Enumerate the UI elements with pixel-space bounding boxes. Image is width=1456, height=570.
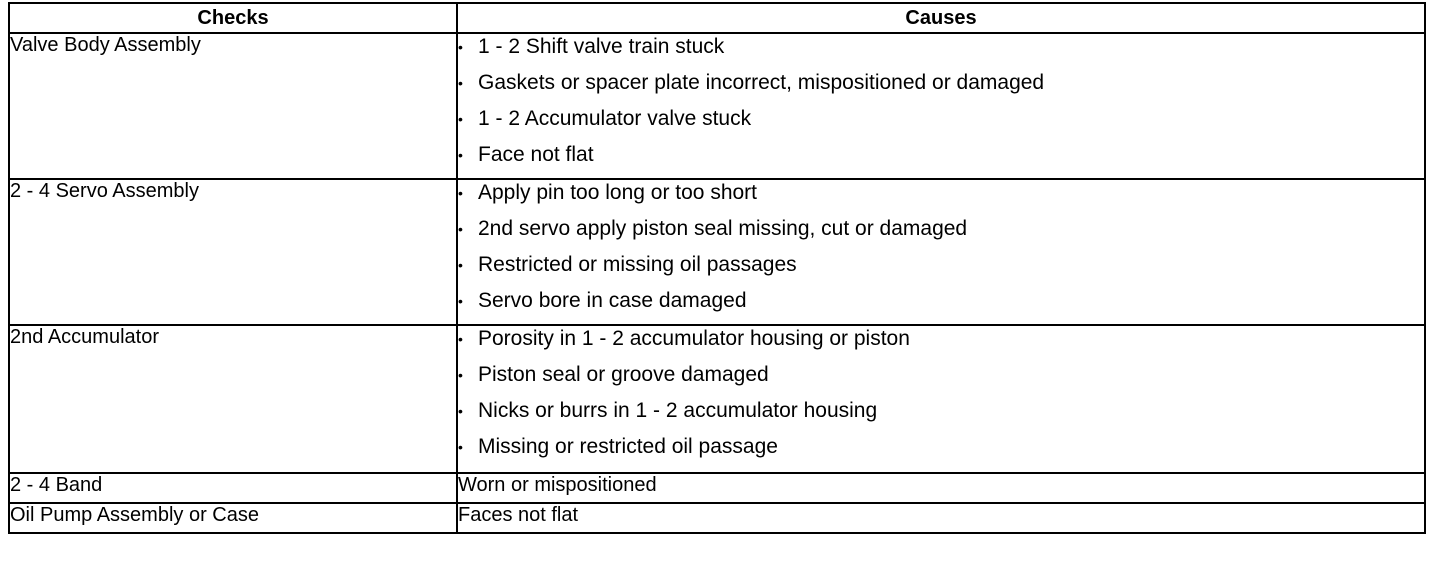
bullet-icon: •	[458, 147, 463, 163]
causes-list	[458, 34, 1424, 178]
causes-cell	[457, 33, 1425, 179]
causes-cell	[457, 325, 1425, 473]
bullet-icon: •	[458, 75, 463, 91]
bullet-icon: •	[458, 367, 463, 383]
bullet-icon: •	[458, 293, 463, 309]
cause-item	[458, 398, 1424, 434]
cause-text: 2nd servo apply piston seal missing, cut or damaged	[478, 217, 968, 240]
causes-list	[458, 180, 1424, 324]
bullet-icon: •	[458, 111, 463, 127]
cause-item	[458, 106, 1424, 142]
check-cell: 2 - 4 Servo Assembly	[9, 179, 457, 325]
check-cell: 2 - 4 Band	[9, 473, 457, 503]
cause-text: Piston seal or groove damaged	[478, 363, 769, 386]
cause-item	[458, 288, 1424, 324]
checks-column-header: Checks	[9, 3, 457, 33]
table-row	[9, 179, 1425, 325]
check-cell: Oil Pump Assembly or Case	[9, 503, 457, 533]
cause-cell: Faces not flat	[457, 503, 1425, 533]
cause-text: Porosity in 1 - 2 accumulator housing or piston	[478, 327, 910, 350]
cause-text: Restricted or missing oil passages	[478, 253, 797, 276]
cause-text: Nicks or burrs in 1 - 2 accumulator housing	[478, 399, 878, 422]
bullet-icon: •	[458, 39, 463, 55]
cause-item	[458, 326, 1424, 362]
cause-item	[458, 180, 1424, 216]
cause-item	[458, 70, 1424, 106]
table-row	[9, 473, 1425, 503]
cause-item	[458, 216, 1424, 252]
cause-item	[458, 434, 1424, 470]
cause-item	[458, 34, 1424, 70]
cause-text: Servo bore in case damaged	[478, 289, 747, 312]
check-cell: 2nd Accumulator	[9, 325, 457, 473]
cause-cell: Worn or mispositioned	[457, 473, 1425, 503]
bullet-icon: •	[458, 331, 463, 347]
bullet-icon: •	[458, 221, 463, 237]
causes-list	[458, 326, 1424, 470]
table-row	[9, 33, 1425, 179]
table-row	[9, 503, 1425, 533]
cause-item	[458, 362, 1424, 398]
bullet-icon: •	[458, 257, 463, 273]
table-header-row	[9, 3, 1425, 33]
bullet-icon: •	[458, 185, 463, 201]
bullet-icon: •	[458, 439, 463, 455]
cause-text: Face not flat	[478, 143, 594, 166]
causes-cell	[457, 179, 1425, 325]
diagnosis-table	[8, 2, 1426, 534]
cause-text: Missing or restricted oil passage	[478, 435, 778, 458]
cause-item	[458, 252, 1424, 288]
cause-text: Apply pin too long or too short	[478, 181, 758, 204]
bullet-icon: •	[458, 403, 463, 419]
causes-column-header: Causes	[457, 3, 1425, 33]
cause-text: Gaskets or spacer plate incorrect, mispositioned or damaged	[478, 71, 1045, 94]
check-cell: Valve Body Assembly	[9, 33, 457, 179]
cause-text: 1 - 2 Accumulator valve stuck	[478, 107, 752, 130]
table-row	[9, 325, 1425, 473]
cause-text: 1 - 2 Shift valve train stuck	[478, 35, 725, 58]
cause-item	[458, 142, 1424, 178]
